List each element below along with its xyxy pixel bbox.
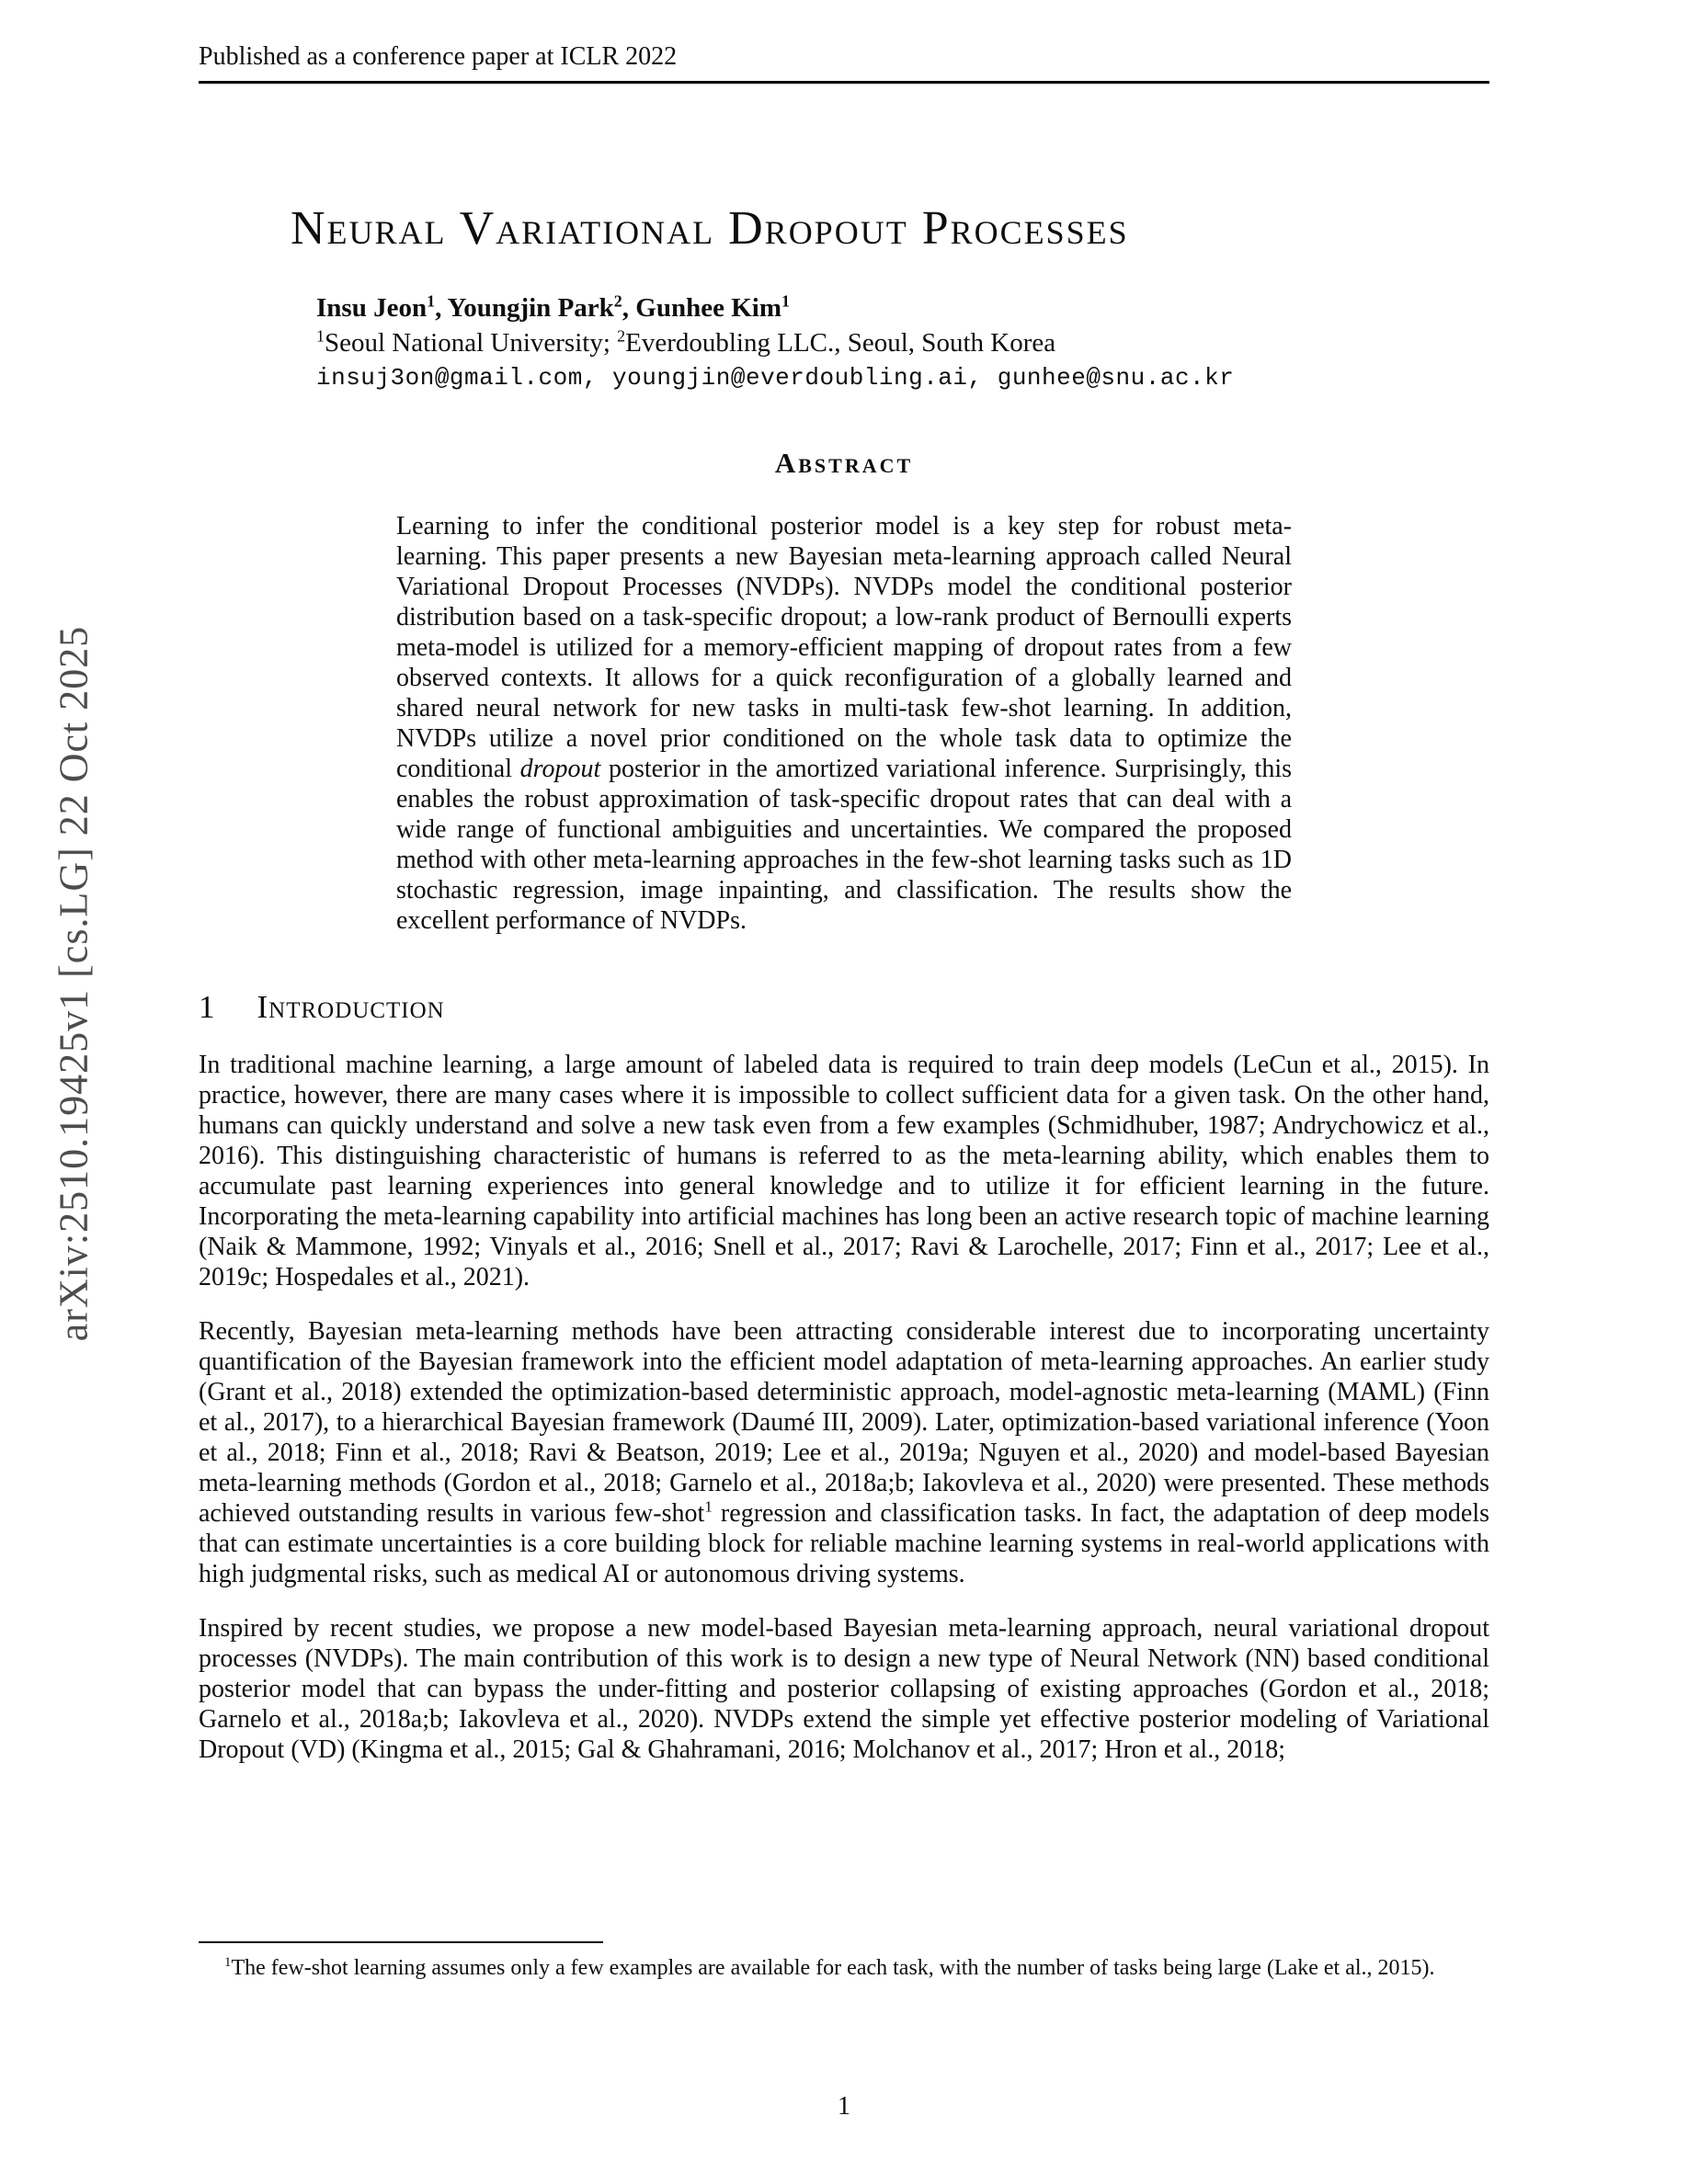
page-number: 1 [838, 2092, 850, 2121]
paper-title: Neural Variational Dropout Processes [291, 202, 1129, 255]
paragraph-text-segment: regression and classification tasks. In fact, the adaptation of deep models that can estimate uncertainties is a core building block for reliable machine learning systems in real-world applications with high judgmental risks, such as medical AI or autonomous driving systems. [199, 1499, 1490, 1588]
arxiv-watermark: arXiv:2510.19425v1 [cs.LG] 22 Oct 2025 [51, 625, 97, 1342]
footnote-text-body: The few-shot learning assumes only a few examples are available for each task, with the number of tasks being large (Lake et al., 2015). [231, 1956, 1435, 1980]
author-affiliation-mark: 1 [781, 291, 790, 311]
footnote-block [199, 1941, 1489, 1982]
affiliation-mark: 2 [617, 326, 626, 346]
author-affiliation-mark: 2 [613, 291, 622, 311]
author-affiliation-mark: 1 [427, 291, 436, 311]
affiliation-line [316, 325, 1489, 360]
footnote-text [199, 1954, 1489, 1982]
section-number: 1 [199, 989, 215, 1025]
footnote-rule [199, 1941, 603, 1943]
author-name: Insu Jeon [316, 293, 428, 323]
intro-paragraph-1: In traditional machine learning, a large amount of labeled data is required to train deep models (LeCun et al., 2015). In practice, however, there are many cases where it is impossible to collect sufficient data for a given task. On the other hand, humans can quickly understand and solve a new task even from a few examples (Schmidhuber, 1987; Andrychowicz et al., 2016). This distinguishing characteristic of humans is referred to as the meta-learning ability, which enables them to accumulate past learning experiences into general knowledge and to utilize it for efficient learning in the future. Incorporating the meta-learning capability into artificial machines has long been an active research topic of machine learning (Naik & Mammone, 1992; Vinyals et al., 2016; Snell et al., 2017; Ravi & Larochelle, 2017; Finn et al., 2017; Lee et al., 2019c; Hospedales et al., 2021). [199, 1051, 1489, 1291]
footnote-mark: 1 [224, 1955, 232, 1970]
running-header-text: Published as a conference paper at ICLR 2022 [199, 42, 678, 71]
intro-paragraph-2 [199, 1316, 1489, 1589]
text-column [199, 0, 1489, 1765]
abstract-italic-word: dropout [519, 755, 601, 783]
abstract-text [396, 511, 1292, 936]
affiliation-mark: 1 [316, 326, 325, 346]
author-name: , Youngjin Park [435, 293, 614, 323]
author-emails: insuj3on@gmail.com, youngjin@everdoubling.ai, gunhee@snu.ac.kr [316, 364, 1235, 392]
abstract-text-segment: Learning to infer the conditional posterior model is a key step for robust meta-learning. This paper presents a new Bayesian meta-learning approach called Neural Variational Dropout Processes (NVDPs). NVDPs model the conditional posterior distribution based on a task-specific dropout; a low-rank product of Bernoulli experts meta-model is utilized for a memory-efficient mapping of dropout rates from a few observed contexts. It allows for a quick reconfiguration of a globally learned and shared neural network for new tasks in multi-task few-shot learning. In addition, NVDPs utilize a novel prior conditioned on the whole task data to optimize the conditional [396, 512, 1292, 783]
affiliation-text: Everdoubling LLC., Seoul, South Korea [625, 328, 1056, 358]
paragraph-text-segment: Recently, Bayesian meta-learning methods have been attracting considerable interest due to incorporating uncertainty quantification of the Bayesian framework into the efficient model adaptation of meta-learning approaches. An earlier study (Grant et al., 2018) extended the optimization-based deterministic approach, model-agnostic meta-learning (MAML) (Finn et al., 2017), to a hierarchical Bayesian framework (Daumé III, 2009). Later, optimization-based variational inference (Yoon et al., 2018; Finn et al., 2018; Ravi & Beatson, 2019; Lee et al., 2019a; Nguyen et al., 2020) and model-based Bayesian meta-learning methods (Gordon et al., 2018; Garnelo et al., 2018a;b; Iakovleva et al., 2020) were presented. These methods achieved outstanding results in various few-shot [199, 1317, 1489, 1528]
author-block [316, 290, 1489, 395]
author-name: , Gunhee Kim [622, 293, 781, 323]
running-header [199, 42, 1489, 84]
intro-paragraph-3: Inspired by recent studies, we propose a new model-based Bayesian meta-learning approach, neural variational dropout processes (NVDPs). The main contribution of this work is to design a new type of Neural Network (NN) based conditional posterior model that can bypass the under-fitting and posterior collapsing of existing approaches (Gordon et al., 2018; Garnelo et al., 2018a;b; Iakovleva et al., 2020). NVDPs extend the simple yet effective posterior modeling of Variational Dropout (VD) (Kingma et al., 2015; Gal & Ghahramani, 2016; Molchanov et al., 2017; Hron et al., 2018; [199, 1614, 1489, 1764]
abstract-heading: Abstract [774, 447, 914, 479]
abstract-text-segment: posterior in the amortized variational inference. Surprisingly, this enables the robust approximation of task-specific dropout rates that can deal with a wide range of functional ambiguities and uncertainties. We compared the proposed method with other meta-learning approaches in the few-shot learning tasks such as 1D stochastic regression, image inpainting, and classification. The results show the excellent performance of NVDPs. [396, 755, 1292, 935]
section-1-heading [199, 989, 1489, 1026]
author-line [316, 290, 1489, 325]
footnote-reference-mark: 1 [704, 1497, 713, 1516]
section-title: Introduction [257, 989, 445, 1025]
affiliation-text: Seoul National University; [324, 328, 618, 358]
